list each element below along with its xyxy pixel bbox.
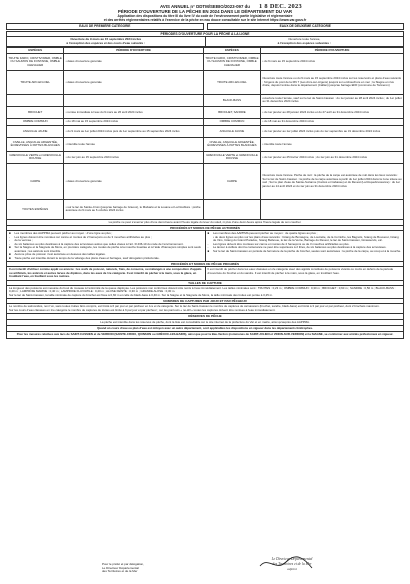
- stamp-line-1: Le Directeur Départemental: [271, 557, 313, 561]
- table-row: [7, 137, 404, 151]
- catch-sizes-paragraph: La longueur des poissons est mesurée du bout du museau à l'extrémité de la queue déployée. Les poissons non conformes doivent être remis à l'eau immédiatement. Les tailles minimales sont : TRUITES : 0,23 m ; OMBRE COMMUN : 0,30 m ; BROCHET : 0,60 m ; SANDRE : 0,50 m ; BLACK-BASS : 0,40 m ; LAMPROIE MARINE : 0,40 m ; LAMPROIE FLUVIATILE : 0,20 m ; ALOSE FEINTE : 0,30 m ; GRANDE ALOSE : 0,30 m.: [9, 285, 396, 294]
- notice-number: AVIS ANNUEL n° DDTM/SEBIO/2023-097 du: [160, 4, 250, 9]
- table-row: [7, 151, 404, 163]
- table-row: [7, 163, 404, 199]
- species-cell: TRUITE FARIO, CRISTIVOMER, OMBLE OU SAUMON DE FONTAINE, OMBLE CHEVALIER: [7, 53, 64, 70]
- authorized-modes-second-category: [205, 231, 404, 261]
- list-item: ■ Sur le lac de Saint-Cassien en période de fermeture de la pêche du brochet, seules sont autorisées : la pêche de la carpe, au coup et à la mouche.: [207, 248, 402, 253]
- period-cell: Ouverture toute l'année. Pêche de nuit : la pêche de la carpe est autorisée de nuit dans les lieux suivants : Sur le lac de Saint-Cassien : la pêche de la carpe autorisée à partir du 1er juillet 2024 dans la zone située au sud ; Sur le plan d'eau de Sainte-Suzanne (Carcès et Cabasse) et du Revest (La Roquebrussanne) : du 1er janvier au 14 avril 2024 et du 1er juin au 31 décembre 2024 inclus: [261, 163, 404, 199]
- period-cell: • du 18 mai au 15 septembre 2024 inclus: [64, 118, 203, 125]
- notice-subtitle-2: et des arrêtés réglementaires relatifs à l'exercice de la pêche en eau douce consultable sur le site internet https://www.var.gouv.fr: [103, 18, 307, 23]
- list-item: ■ Aucune prise de poisson n'est autorisée en dessous des tailles légales.: [9, 252, 106, 257]
- species-cell: TRUITE ARC-EN-CIEL: [7, 70, 64, 94]
- stamp-line-3: adjoint: [287, 567, 297, 571]
- period-cell: • du 9 mars au 15 septembre 2024 inclus: [261, 53, 404, 70]
- period-cell: ouverture toute l'année, sauf sur le lac de Saint-Cassien : du 1er janvier au 28 avril 2024 inclus ; du 1er juillet au 31 décembre 2024 inclus: [261, 94, 404, 106]
- period-cell: • interdite toute l'année: [64, 137, 203, 151]
- catch-limits-text: [6, 304, 404, 314]
- species-cell: [203, 199, 260, 219]
- species-cell: ANGUILLE JAUNE: [203, 125, 260, 137]
- species-cell: BLACK-BASS: [203, 94, 260, 106]
- first-category-header: EAUX DE PREMIÈRE CATÉGORIE: [6, 23, 204, 29]
- periods-intro: [6, 37, 404, 47]
- species-cell: CARPE: [203, 163, 260, 199]
- forbidden-first-category: Il est interdit d'utiliser comme appât ou amorce : les œufs de poisson, naturels, frais, de conserve, ou mélangés à une composition d'appâts ou artificiels, les asticots et autres larves de diptères, dans les eaux de 1re catégorie. Il est interdit de pêcher à la main, sous la glace, en troublant l'eau, en fouillant sous les racines.: [9, 267, 202, 279]
- species-table: [6, 47, 404, 220]
- species-cell: OMBRE COMMUN: [203, 118, 260, 125]
- reserves-heading: RÉSERVES DE PÊCHE: [6, 314, 404, 319]
- catch-limits-paragraph: Le nombre de salmonidés, non l'un, sans toutes truites fario compris, est limité à 6 par jour et par pêcheur en 1re et 2e catégorie. Sur le lac de Saint-Cassien le nombre de captures de carnassiers (brochet, sandre, black-bass) est limité à 3 par jour et par pêcheur, dont 2 brochets maximum.: [9, 304, 380, 309]
- catch-sizes-heading: TAILLES DE CAPTURE: [6, 281, 404, 286]
- species-cell: OMBRE COMMUN: [7, 118, 64, 125]
- list-item: - Les lignes doivent être montées sur canne et munies de 2 hameçons ou de 3 mouches artificielles au plus.: [207, 241, 350, 246]
- forbidden-modes: [6, 267, 404, 280]
- species-cell: BROCHET, SANDRE: [203, 106, 260, 118]
- forbidden-second-category: Il est interdit de pêcher dans les eaux classées en 2e catégorie avec des appâts constitués de poissons vivants ou morts en dehors de la période d'ouverture du brochet et du sandre. Il est interdit de pêcher à la main, sous la glace, en troublant l'eau.: [205, 267, 404, 279]
- list-item: - de six balances au plus destinées à la capture des écrevisses autres que celles visées à l'art. R.436-10 du code de l'environnement.: [9, 241, 184, 246]
- list-item: ■ Les membres des AAPPMA peuvent pêcher au moyen : de quatre lignes au plus ;: [207, 231, 318, 236]
- period-cell: • du 18 mai au 31 décembre 2024 inclus: [261, 118, 404, 125]
- authorized-modes-heading: PROCÉDÉS ET MODES DE PÊCHE AUTORISÉS: [6, 226, 404, 231]
- category-headers: [6, 23, 404, 29]
- signature-line-1: Pour le préfet et par délégation,: [102, 562, 145, 567]
- periods-heading: PÉRIODES D'OUVERTURE POUR LA PÊCHE A LA LIGNE: [6, 31, 404, 37]
- period-cell: • dates d'ouverture générale: [64, 70, 203, 94]
- notice-title-line2: PÉRIODE D'OUVERTURE DE LA PÊCHE EN 2024 DANS LE DÉPARTEMENT DU VAR: [117, 9, 293, 15]
- first-category-intro: [7, 37, 205, 46]
- species-cell: [7, 94, 64, 106]
- date-stamp: 1 8 DEC. 2023: [259, 3, 302, 10]
- species-cell: CARPE: [7, 163, 64, 199]
- signature-block: [102, 563, 144, 574]
- list-item: ■ Sur la Siagne et la Siagnole de Mons, en première catégorie, les modes de pêche à la mouche fouettée et à l'aide d'hameçons simples sont seuls autorisés ; les asticots sont interdits.: [9, 245, 201, 253]
- notice-page: [6, 4, 404, 576]
- species-cell: TOUTES ESPÈCES: [7, 199, 64, 219]
- table-row: [7, 106, 404, 118]
- period-cell: • du 1er janvier au 28 janvier 2024 inclus et du 27 avril au 31 décembre 2024 inclus: [261, 106, 404, 118]
- signature-line-3: des Territoires et de la Mer: [102, 569, 138, 574]
- catch-sizes-text: [6, 286, 404, 299]
- table-row: [7, 70, 404, 94]
- period-cell: • remise immédiate à l'eau du 9 mars au 26 avril 2024 inclus: [64, 106, 203, 118]
- night-fishing-note: La pêche ne peut s'exercer plus d'une demi-heure avant l'heure légale du lever du soleil, ni plus d'une demi-heure après l'heure légale de son coucher.: [6, 220, 404, 226]
- species-cell: CIVELLE, ANGUILLE ARGENTÉE, ÉCREVISSES À PATTES BLANCHES: [7, 137, 64, 151]
- border-departments-note: Quand un cours d'eau ou plan d'eau est mitoyen avec un autre département, sont applicables les dispositions en vigueur dans les départements limitrophes.: [6, 326, 404, 332]
- species-cell: TRUITE ARC-EN-CIEL: [203, 70, 260, 94]
- table-row: [7, 118, 404, 125]
- period-cell: • du 9 mars au 1er juillet 2024 inclus puis du 1er septembre au 15 septembre 2024 inclus: [64, 125, 203, 137]
- first-category-opening: Ouverture du 9 mars au 15 septembre 2024 inclus: [70, 37, 142, 42]
- period-cell: • interdite toute l'année: [261, 137, 404, 151]
- authorized-modes: [6, 231, 404, 262]
- table-row: [7, 53, 404, 70]
- period-cell: • sur le lac de Sainte-Croix (jusqu'au barrage de Gréoux), le Malvarié et la Louane et La Doublure : pêche autorisée du 9 mars au 6 octobre 2024 inclus: [64, 199, 203, 219]
- list-item: - de la vermée ;: [9, 238, 33, 243]
- second-category-intro: [205, 37, 404, 46]
- table-row: [7, 199, 404, 219]
- species-cell: CIVELLE, ANGUILLE ARGENTÉE, ÉCREVISSES À PATTES BLANCHES: [203, 137, 260, 151]
- second-category-opening: Ouverture toute l'année,: [288, 37, 321, 42]
- notice-subtitle-1: Application des dispositions du titre III du livre IV du code de l'environnement partie législative et réglementaire: [117, 14, 293, 19]
- species-header-1: ESPÈCES: [7, 48, 64, 54]
- table-row: [7, 94, 404, 106]
- authorized-modes-first-category: [7, 231, 205, 261]
- period-cell: Ouverture toute l'année ou du 9 mars au 15 septembre 2024 inclus sur les réservoirs et plans d'eau suivants : l'Argens du pont de la RN 7 (Les Arcs-sur-Argens) jusqu'à son embouchure en mer ; la Siagne en rive droite, depuis l'entrée dans le département (Callian) jusqu'au barrage EDF (commune de Tanneron): [261, 70, 404, 94]
- list-item: • de deux lignes au plus sur les plans d'eau suivants : l'étang de Bonsègne, de Loutrette, de la Corniche, les Bagnols, l'étang de Bouveret, l'étang de Vins, l'étang du Grand Paradou, l'étang Bellevue, le lac de la Verne, Barrage du Revest, le lac de Saint-Cassien, Ginasservis, etc.: [213, 234, 399, 243]
- reserves-text: La pêche est interdite dans les réserves de pêche, dont la liste est consultable sur le site internet de la préfecture du Var et en mairie, ainsi qu'auprès des AAPPMA.: [6, 320, 404, 326]
- catch-limits-heading: NOMBRES DE CAPTURES PAR JOUR ET PAR PÊCHEUR: [6, 299, 404, 304]
- period-cell: • du 1er janvier au 1er juillet 2024 inclus puis du 1er septembre au 31 décembre 2024 inclus: [261, 125, 404, 137]
- table-row: [7, 125, 404, 137]
- period-cell: [64, 94, 203, 106]
- signature-line-2: Le Directeur Départemental: [102, 565, 139, 570]
- forbidden-modes-heading: PROCÉDÉS ET MODES DE PÊCHE PROHIBÉS: [6, 262, 404, 267]
- list-item: - Le lancer à cuillère dont la contenance ne peut être supérieure à 2 litres, de six balances au plus destinées à la capture des écrevisses.: [207, 245, 387, 250]
- period-cell: • du 1er juin au 15 septembre 2024 inclus: [64, 151, 203, 163]
- list-item: - Les lignes doivent être montées sur canne et munies de 2 hameçons ou de 3 mouches artificielles au plus ;: [9, 234, 152, 239]
- list-item: ■ Toute pêche est interdite durant le temps de la vidange des plans d'eau et barrages, sauf dérogation préfectorale.: [9, 255, 160, 260]
- lakes-note: Pour les mesures relatives aux lacs de SAINT-CASSIEN et de VERDON (SAINTE-CROIX, QUINSON ou GRÉOUX-LES-BAINS), ainsi que pour la Bas-Verdon (communes de SAINT-JULIEN et VINON-SUR-VERDON) et la SIAGNE, se conformer aux arrêtés préfectoraux en vigueur.: [6, 332, 404, 338]
- stamp-line-2: des Territoires et de la Mer: [272, 562, 312, 566]
- period-header-2: PÉRIODE D'OUVERTURE: [261, 48, 404, 54]
- species-cell: TRUITE FARIO, CRISTIVOMER, OMBLE OU SAUMON DE FONTAINE, OMBLE CHEVALIER: [203, 53, 260, 70]
- period-header-1: PÉRIODE D'OUVERTURE: [64, 48, 203, 54]
- second-category-header: EAUX DE DEUXIÈME CATÉGORIE: [207, 23, 405, 29]
- species-cell: BROCHET: [7, 106, 64, 118]
- period-cell: • du 1er janvier au 25 février 2024 inclus ; du 1er juin au 31 décembre 2024 inclus: [261, 151, 404, 163]
- period-cell: [261, 199, 404, 219]
- second-category-exception: à l'exception des espèces suivantes :: [277, 40, 331, 45]
- species-cell: GRENOUILLE VERTE et GRENOUILLE ROUSSE: [203, 151, 260, 163]
- period-cell: • dates d'ouverture générale: [64, 53, 203, 70]
- list-item: ■ Les membres des AAPPMA peuvent pêcher au moyen : d'une ligne au plus ;: [9, 231, 113, 236]
- catch-limits-paragraph-2: Sur les cours d'eau classées en 1re catégorie le nombre de captures de truites est limité à 6 par jour et par pêcheur ; sur les parcours « no-kill » toutes les captures doivent être remises à l'eau immédiatement.: [9, 307, 276, 312]
- period-cell: • dates d'ouverture générale: [64, 163, 203, 199]
- first-category-exception: à l'exception des espèces et des cours d'eau suivants :: [66, 40, 146, 45]
- species-header-2: ESPÈCES: [203, 48, 260, 54]
- catch-sizes-paragraph-2: Sur le lac de Saint-Cassien, la taille minimale de capture du brochet est fixée à 0,60 m et celle du black-bass à 0,40 m. Sur la Siagne et la Siagnole de Mons, la taille minimale des truites est portée à 0,25 m.: [9, 292, 273, 297]
- official-stamp: [256, 552, 328, 576]
- species-cell: GRENOUILLE VERTE et GRENOUILLE ROUSSE: [7, 151, 64, 163]
- species-cell: ANGUILLE JAUNE: [7, 125, 64, 137]
